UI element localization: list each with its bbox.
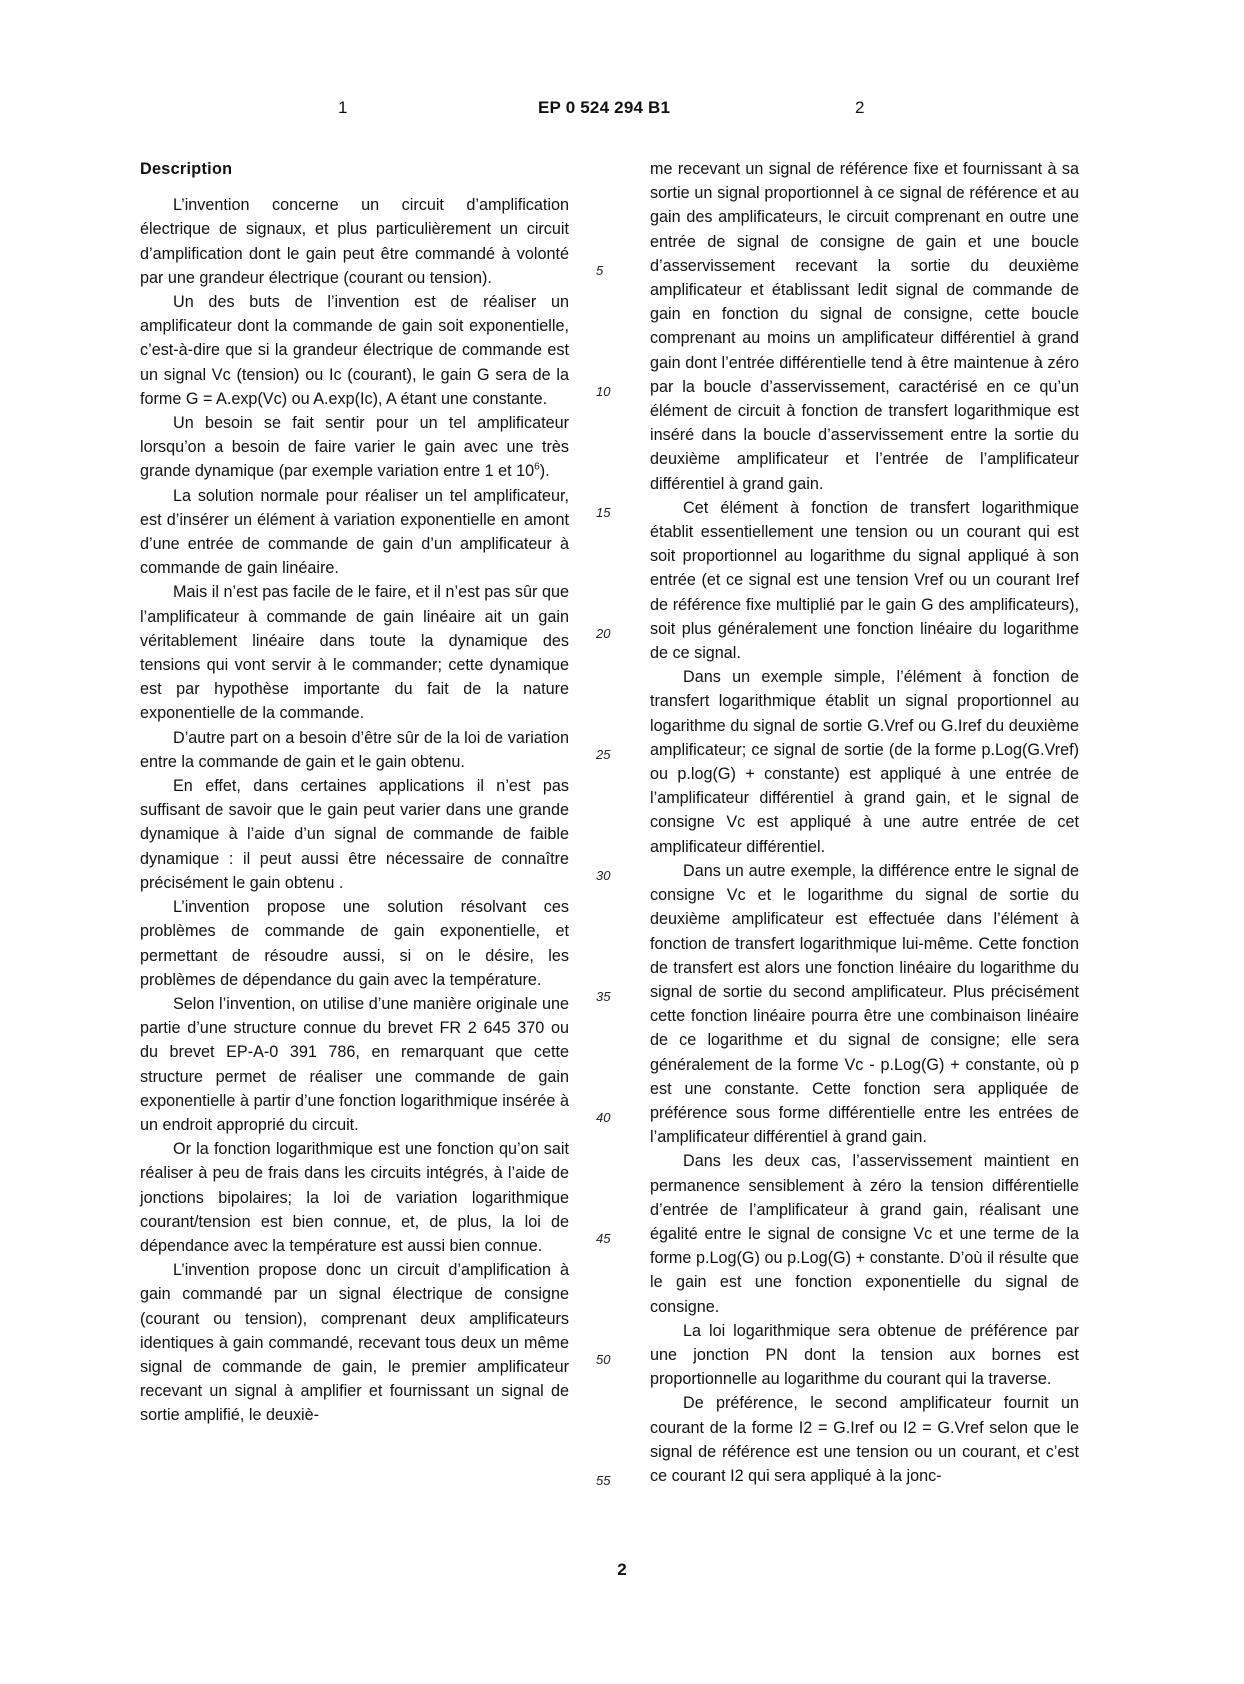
line-number: 45 [596,1231,611,1246]
paragraph-text: Un besoin se fait sentir pour un tel amplificateur lorsqu’on a besoin de faire varier le gain avec une très grande dynamique (par exemple variation entre 1 et 10 [140,414,569,481]
line-number: 35 [596,989,611,1004]
paragraph [140,411,569,484]
paragraph: Dans un exemple simple, l’élément à fonction de transfert logarithmique établit un signal proportionnel au logarithme du signal de sortie G.Vref ou G.Iref du deuxième amplificateur; ce signal de sortie (de la forme p.Log(G.Vref) ou p.log(G) + constante) est appliqué à une entrée de l’amplificateur différentiel à grand gain, et le signal de consigne Vc est appliqué à une autre entrée de cet amplificateur différentiel. [650,668,1079,856]
document-number: EP 0 524 294 B1 [538,98,671,117]
paragraph: Or la fonction logarithmique est une fonction qu’on sait réaliser à peu de frais dans les circuits intégrés, à l’aide de jonctions bipolaires; la loi de variation logarithmique courant/tension est bien connue, et, de plus, la loi de dépendance avec la température est aussi bien connue. [140,1140,569,1255]
paragraph: L’invention concerne un circuit d’amplification électrique de signaux, et plus particulièrement un circuit d’amplification dont le gain peut être commandé à volonté par une grandeur électrique (courant ou tension). [140,196,569,287]
page-number: 2 [617,1560,627,1579]
paragraph-continued: me recevant un signal de référence fixe et fournissant à sa sortie un signal proportionnel à ce signal de référence et au gain des amplificateurs, le circuit comprenant en outre une entrée de signal de consigne de gain et une boucle d’asservissement recevant la sortie du deuxième amplificateur et établissant ledit signal de commande de gain en fonction du signal de consigne, cette boucle comprenant au moins un amplificateur différentiel à grand gain dont l’entrée différentielle tend à être maintenue à zéro par la boucle d’asservissement, caractérisé en ce qu’un élément de circuit à fonction de transfert logarithmique est inséré dans la boucle d’asservissement entre la sortie du deuxième amplificateur et l’entrée de l’amplificateur différentiel à grand gain. [650,160,1079,493]
right-column [650,157,1079,1488]
line-number: 50 [596,1352,611,1367]
paragraph-tail: ). [539,462,550,481]
column-number-right: 2 [855,98,865,117]
paragraph: Dans les deux cas, l’asservissement maintient en permanence sensiblement à zéro la tension différentielle d’entrée de l’amplificateur à grand gain, réalisant une égalité entre le signal de consigne Vc et une terme de la forme p.Log(G) ou p.Log(G) + constante. D’où il résulte que le gain est une fonction exponentielle du signal de consigne. [650,1152,1079,1316]
paragraph: La solution normale pour réaliser un tel amplificateur, est d’insérer un élément à variation exponentielle en amont d’une entrée de commande de gain d’un amplificateur à commande de gain linéaire. [140,486,569,578]
superscript-exponent: 6 [534,462,540,474]
paragraph: L’invention propose une solution résolvant ces problèmes de commande de gain exponentielle, et permettant de résoudre aussi, si on le désire, les problèmes de dépendance du gain avec la température. [140,898,569,989]
column-number-left: 1 [338,98,348,117]
line-number: 15 [596,505,611,520]
line-number: 10 [596,384,611,399]
paragraph: Cet élément à fonction de transfert logarithmique établit essentiellement une tension ou un courant qui est soit proportionnel au logarithme du signal appliqué à son entrée (et ce signal est une tension Vref ou un courant Iref de référence fixe multiplié par le gain G des amplificateurs), soit plus généralement une fonction linéaire du logarithme de ce signal. [650,498,1079,663]
section-title: Description [140,160,233,178]
paragraph: Selon l’invention, on utilise d’une manière originale une partie d’une structure connue du brevet FR 2 645 370 ou du brevet EP-A-0 391 786, en remarquant que cette structure permet de réaliser une commande de gain exponentielle à partir d’une fonction logarithmique insérée à un endroit approprié du circuit. [140,994,569,1134]
paragraph: L’invention propose donc un circuit d’amplification à gain commandé par un signal électrique de consigne (courant ou tension), comprenant deux amplificateurs identiques à gain commandé, recevant tous deux un même signal de commande de gain, le premier amplificateur recevant un signal à amplifier et fournissant un signal de sortie amplifié, le deuxiè- [140,1261,569,1425]
paragraph: Mais il n’est pas facile de le faire, et il n’est pas sûr que l’amplificateur à commande de gain linéaire ait un gain véritablement linéaire dans toute la dynamique des tensions qui vont servir à le commander; cette dynamique est par hypothèse importante du fait de la nature exponentielle de la commande. [140,583,569,723]
line-number: 40 [596,1110,611,1125]
paragraph: Dans un autre exemple, la différence entre le signal de consigne Vc et le logarithme du signal de sortie du deuxième amplificateur est effectuée dans l’élément à fonction de transfert logarithmique lui-même. Cette fonction de transfert est alors une fonction linéaire du logarithme du signal de sortie du second amplificateur. Plus précisément cette fonction linéaire pourra être une combinaison linéaire de ce logarithme et du signal de consigne; elle sera généralement de la forme Vc - p.Log(G) + constante, où p est une constante. Cette fonction sera appliquée de préférence sous forme différentielle entre les entrées de l’amplificateur différentiel à grand gain. [650,861,1079,1147]
line-number: 20 [596,626,611,641]
paragraph: La loi logarithmique sera obtenue de préférence par une jonction PN dont la tension aux bornes est proportionnelle au logarithme du courant qui la traverse. [650,1321,1079,1389]
paragraph: En effet, dans certaines applications il n’est pas suffisant de savoir que le gain peut varier dans une grande dynamique à l’aide d’un signal de commande de faible dynamique : il peut aussi être nécessaire de connaître précisément le gain obtenu . [140,777,569,892]
line-number: 30 [596,868,611,883]
paragraph: Un des buts de l’invention est de réaliser un amplificateur dont la commande de gain soit exponentielle, c’est-à-dire que si la grandeur électrique de commande est un signal Vc (tension) ou Ic (courant), le gain G sera de la forme G = A.exp(Vc) ou A.exp(Ic), A étant une constante. [140,293,569,408]
line-number: 5 [596,263,604,278]
paragraph: De préférence, le second amplificateur fournit un courant de la forme I2 = G.Iref ou I2 = G.Vref selon que le signal de référence est une tension ou un courant, et c’est ce courant I2 qui sera appliqué à la jonc- [650,1394,1079,1485]
paragraph: D’autre part on a besoin d’être sûr de la loi de variation entre la commande de gain et le gain obtenu. [140,728,569,771]
line-number: 55 [596,1473,611,1488]
left-column [140,157,569,1428]
line-number: 25 [596,747,611,762]
